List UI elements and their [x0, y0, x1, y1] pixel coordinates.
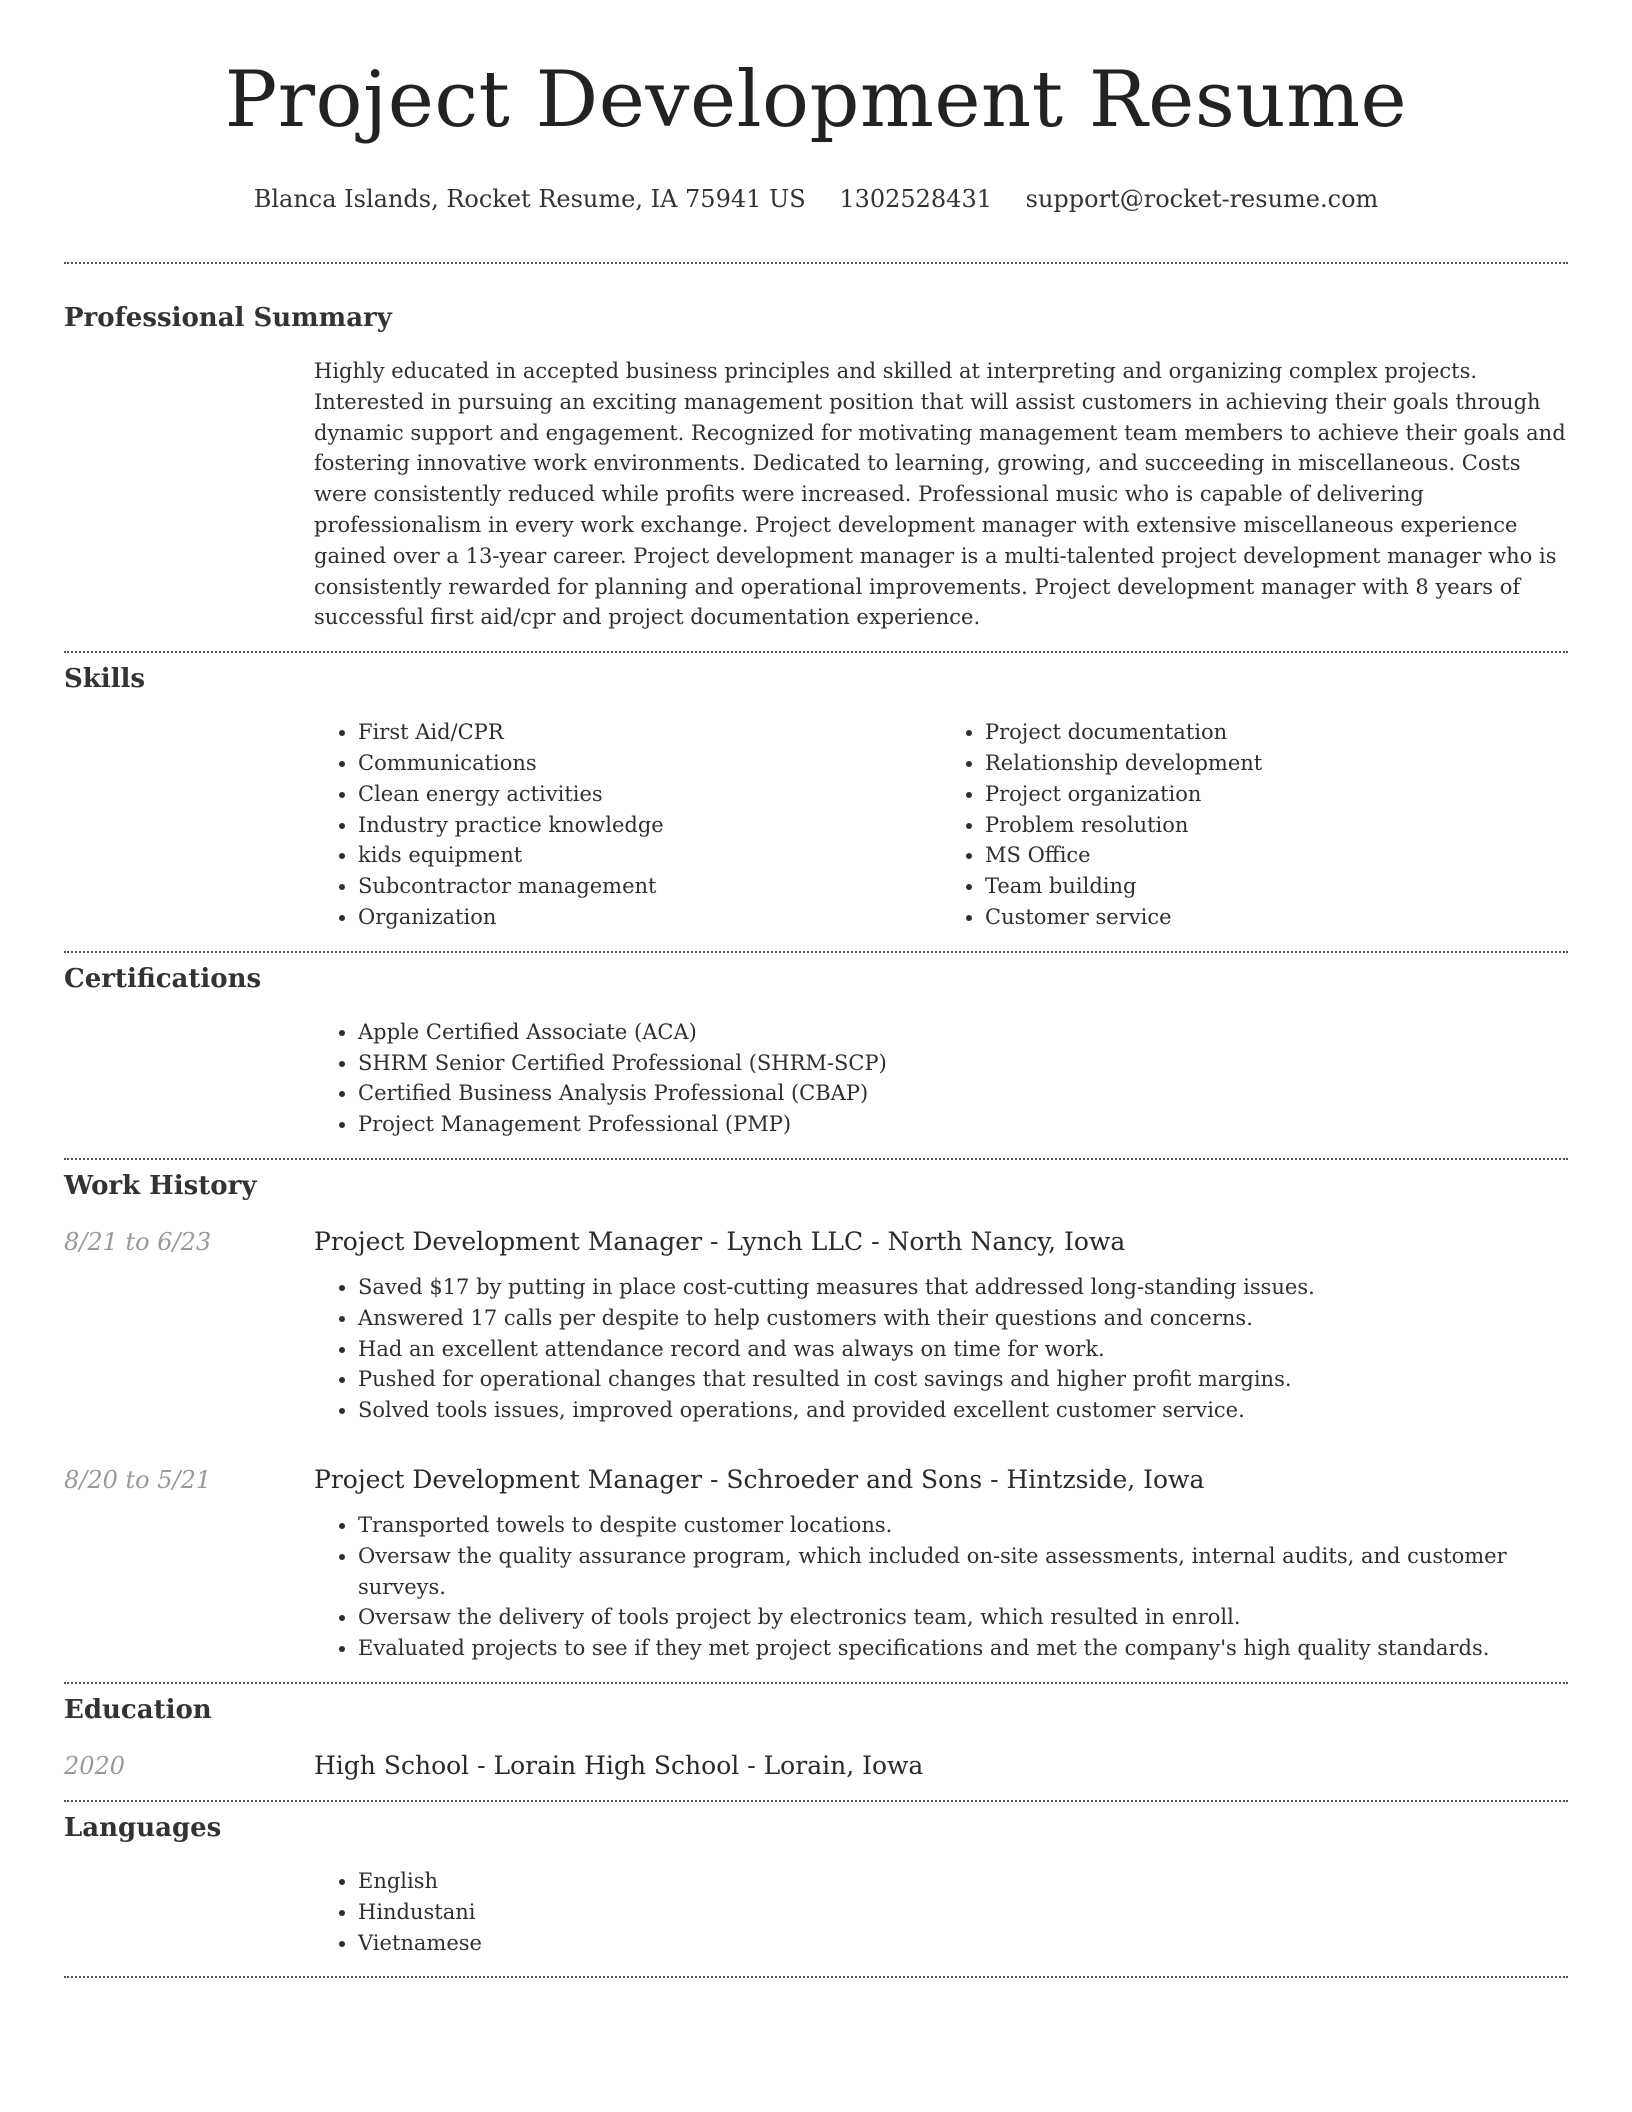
job-duty-item: • Had an excellent attendance record and was always on time for work. — [358, 1334, 1568, 1365]
job-duty-item: • Oversaw the delivery of tools project by electronics team, which resulted in enroll. — [358, 1602, 1568, 1633]
job-header — [64, 1464, 1568, 1496]
divider — [64, 951, 1568, 953]
job-duty-item: • Saved $17 by putting in place cost-cutting measures that addressed long-standing issues. — [358, 1272, 1568, 1303]
summary-body — [314, 356, 1568, 633]
job-duty-item: • Evaluated projects to see if they met project specifications and met the company's high quality standards. — [358, 1633, 1568, 1664]
summary-section — [64, 302, 1568, 633]
skill-item: • Subcontractor management — [358, 871, 941, 902]
section-heading-languages: Languages — [64, 1812, 222, 1843]
section-heading-certifications: Certifications — [64, 963, 262, 994]
job-duties-list — [314, 1272, 1568, 1426]
contact-phone: 1302528431 — [839, 185, 993, 213]
skill-item: • Project organization — [985, 779, 1568, 810]
section-heading-summary: Professional Summary — [64, 303, 392, 333]
skills-columns — [314, 717, 1568, 933]
job-dates: 8/21 to 6/23 — [64, 1227, 212, 1256]
certification-item: • Project Management Professional (PMP) — [358, 1109, 1568, 1140]
skill-item: • kids equipment — [358, 840, 941, 871]
education-year: 2020 — [64, 1751, 126, 1780]
job-dates: 8/20 to 5/21 — [64, 1465, 212, 1494]
education-school: High School - Lorain High School - Lorain, Iowa — [314, 1750, 924, 1780]
skills-list-left — [314, 717, 941, 933]
job-entry — [64, 1226, 1568, 1426]
divider — [64, 1800, 1568, 1802]
job-title: Project Development Manager - Lynch LLC - North Nancy, Iowa — [314, 1226, 1126, 1256]
certifications-section — [64, 963, 1568, 1140]
page-title: Project Development Resume — [224, 55, 1408, 145]
certification-item: • Certified Business Analysis Professional (CBAP) — [358, 1078, 1568, 1109]
skill-item: • First Aid/CPR — [358, 717, 941, 748]
skill-item: • Relationship development — [985, 748, 1568, 779]
skills-list-right — [941, 717, 1568, 933]
work-section — [64, 1170, 1568, 1664]
resume-page — [64, 0, 1568, 1978]
languages-body — [314, 1866, 1568, 1958]
education-entry — [64, 1750, 1568, 1782]
languages-section — [64, 1812, 1568, 1958]
contact-address: Blanca Islands, Rocket Resume, IA 75941 US — [253, 185, 806, 213]
section-heading-education: Education — [64, 1694, 212, 1725]
divider — [64, 1158, 1568, 1160]
job-title: Project Development Manager - Schroeder and Sons - Hintzside, Iowa — [314, 1464, 1205, 1494]
language-item: • Vietnamese — [358, 1928, 1568, 1959]
contact-email: support@rocket-resume.com — [1025, 185, 1379, 213]
job-duty-item: • Oversaw the quality assurance program, which included on-site assessments, internal audits, and customer surveys. — [358, 1541, 1568, 1603]
skill-item: • Customer service — [985, 902, 1568, 933]
divider — [64, 1976, 1568, 1978]
language-item: • English — [358, 1866, 1568, 1897]
job-duties — [314, 1510, 1568, 1664]
job-duties-list — [314, 1510, 1568, 1664]
job-duty-item: • Transported towels to despite customer locations. — [358, 1510, 1568, 1541]
skill-item: • MS Office — [985, 840, 1568, 871]
job-duty-item: • Pushed for operational changes that resulted in cost savings and higher profit margins. — [358, 1364, 1568, 1395]
job-header — [64, 1226, 1568, 1258]
job-duty-item: • Solved tools issues, improved operations, and provided excellent customer service. — [358, 1395, 1568, 1426]
divider — [64, 262, 1568, 264]
skill-item: • Organization — [358, 902, 941, 933]
certifications-body — [314, 1017, 1568, 1140]
divider — [64, 1682, 1568, 1684]
certifications-list — [314, 1017, 1568, 1140]
section-heading-work: Work History — [64, 1170, 257, 1201]
skill-item: • Problem resolution — [985, 810, 1568, 841]
skill-item: • Clean energy activities — [358, 779, 941, 810]
job-duties — [314, 1272, 1568, 1426]
job-entry — [64, 1464, 1568, 1664]
section-heading-skills: Skills — [64, 664, 146, 695]
skills-section — [64, 663, 1568, 933]
languages-list — [314, 1866, 1568, 1958]
job-duty-item: • Answered 17 calls per despite to help customers with their questions and concerns. — [358, 1303, 1568, 1334]
divider — [64, 651, 1568, 653]
certification-item: • Apple Certified Associate (ACA) — [358, 1017, 1568, 1048]
skill-item: • Industry practice knowledge — [358, 810, 941, 841]
skill-item: • Project documentation — [985, 717, 1568, 748]
skill-item: • Communications — [358, 748, 941, 779]
certification-item: • SHRM Senior Certified Professional (SHRM-SCP) — [358, 1048, 1568, 1079]
education-section — [64, 1694, 1568, 1782]
language-item: • Hindustani — [358, 1897, 1568, 1928]
skill-item: • Team building — [985, 871, 1568, 902]
summary-text: Highly educated in accepted business principles and skilled at interpreting and organizing complex projects. Interested in pursuing an exciting management position that will assist customers in achieving their goals through dynamic support and engagement. Recognized for motivating management team members to achieve their goals and fostering innovative work environments. Dedicated to learning, growing, and succeeding in miscellaneous. Costs were consistently reduced while profits were increased. Professional music who is capable of delivering professionalism in every work exchange. Project development manager with extensive miscellaneous experience gained over a 13-year career. Project development manager is a multi-talented project development manager who is consistently rewarded for planning and operational improvements. Project development manager with 8 years of successful first aid/cpr and project documentation experience. — [314, 359, 1566, 630]
contact-line — [64, 184, 1568, 214]
